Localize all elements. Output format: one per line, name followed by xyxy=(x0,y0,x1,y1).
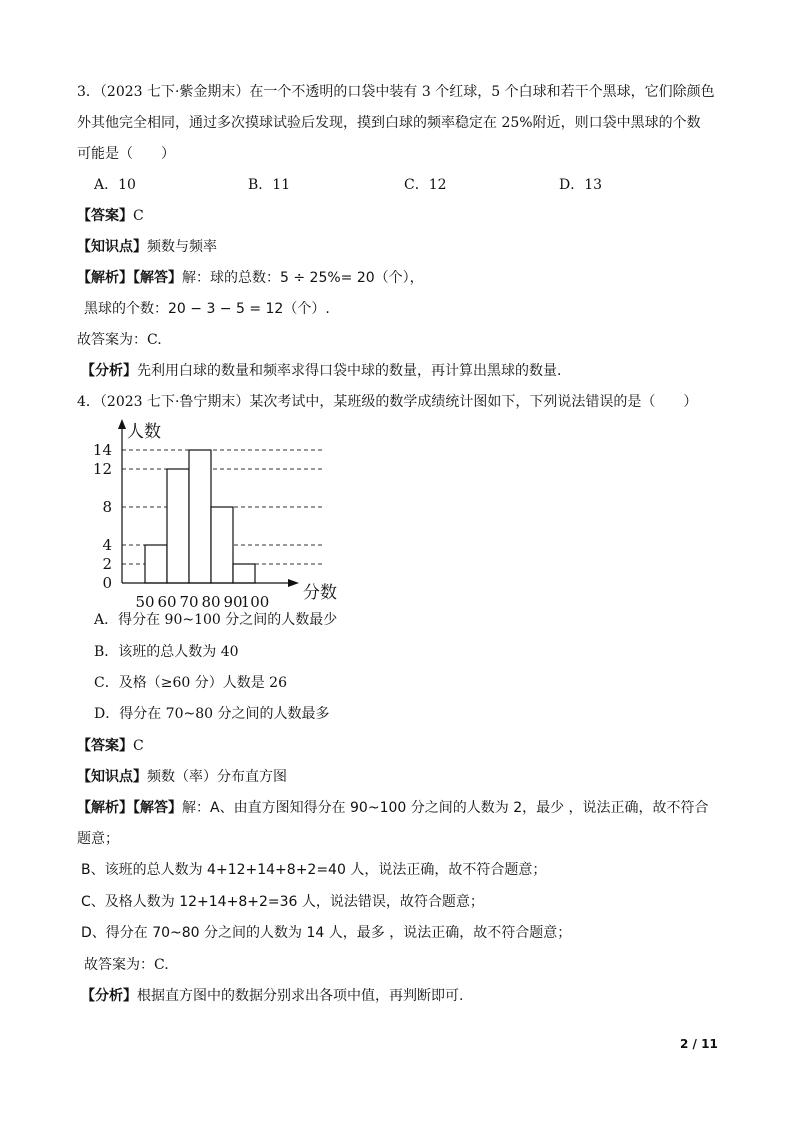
q3-conclusion: 故答案为：C. xyxy=(77,332,162,348)
q3-answer-row xyxy=(77,206,144,226)
q3-stem-line3: 可能是（ ） xyxy=(77,146,175,162)
q4-analysis-line2: B、该班的总人数为 4+12+14+8+2=40 人，说法正确，故不符合题意； xyxy=(81,862,547,878)
q3-analysis-row xyxy=(77,268,424,288)
q4-option-b: B．该班的总人数为 40 xyxy=(94,644,239,660)
q4-answer-row xyxy=(77,736,144,756)
x-tick-label-80: 80 xyxy=(201,593,221,608)
q3-analysis-line2: 黑球的个数：20 − 3 − 5 = 12（个）. xyxy=(84,301,330,317)
q3-analysis-line1: 解：球的总数：5 ÷ 25%= 20（个）， xyxy=(182,270,424,286)
q3-answer-tag: 【答案】 xyxy=(77,208,133,224)
y-tick-label-12: 12 xyxy=(92,460,112,478)
q4-answer: C xyxy=(133,738,144,754)
q4-analysis-line1b: 题意； xyxy=(77,831,119,847)
q4-analysis-row xyxy=(77,798,709,818)
y-tick-label-8: 8 xyxy=(102,498,112,516)
q4-analysis-line3: C、及格人数为 12+14+8+2=36 人，说法错误，故符合题意； xyxy=(81,894,484,910)
q3-fenxi-row xyxy=(81,361,561,381)
histogram-bar-60-70 xyxy=(167,469,189,583)
q4-fenxi-tag: 【分析】 xyxy=(81,988,137,1004)
q4-answer-tag: 【答案】 xyxy=(77,738,133,754)
q4-knowledge: 频数（率）分布直方图 xyxy=(147,769,287,785)
q3-knowledge-row xyxy=(77,237,217,257)
y-tick-label-4: 4 xyxy=(102,536,112,554)
q3-fenxi-tag: 【分析】 xyxy=(81,363,137,379)
x-axis-label: 分数 xyxy=(303,583,337,603)
q3-option-d: D．13 xyxy=(559,177,603,193)
histogram-bar-90-100 xyxy=(233,564,255,583)
q4-analysis-line1: 解：A、由直方图知得分在 90~100 分之间的人数为 2，最少 ，说法正确，故不符合 xyxy=(182,800,709,816)
y-tick-label-0: 0 xyxy=(102,574,112,592)
x-tick-label-100: 100 xyxy=(240,593,270,608)
q3-knowledge-tag: 【知识点】 xyxy=(77,239,147,255)
histogram-bar-50-60 xyxy=(145,545,167,583)
histogram-bar-80-90 xyxy=(211,507,233,583)
q3-answer: C xyxy=(133,208,144,224)
y-tick-label-14: 14 xyxy=(92,441,112,459)
q3-knowledge: 频数与频率 xyxy=(147,239,217,255)
histogram-bar-70-80 xyxy=(189,450,211,583)
x-tick-label-70: 70 xyxy=(179,593,199,608)
histogram-chart xyxy=(85,418,345,608)
q4-knowledge-row xyxy=(77,767,287,787)
x-tick-label-90: 90 xyxy=(223,593,243,608)
x-axis-arrow xyxy=(288,579,299,587)
q4-analysis-tag: 【解析】【解答】 xyxy=(77,800,182,816)
q4-option-d: D．得分在 70~80 分之间的人数最多 xyxy=(94,706,330,722)
q4-fenxi-row xyxy=(81,986,463,1006)
q3-option-c: C．12 xyxy=(404,177,447,193)
x-tick-label-60: 60 xyxy=(157,593,177,608)
y-tick-label-2: 2 xyxy=(102,555,112,573)
page-number: 2 / 11 xyxy=(680,1037,718,1051)
q4-fenxi: 根据直方图中的数据分别求出各项中值，再判断即可. xyxy=(137,988,464,1004)
x-tick-label-50: 50 xyxy=(135,593,155,608)
q4-option-a: A．得分在 90~100 分之间的人数最少 xyxy=(94,612,338,628)
q3-option-b: B．11 xyxy=(248,177,291,193)
q3-stem-line1: 3．（2023 七下·紫金期末）在一个不透明的口袋中装有 3 个红球，5 个白球和若干个黑球，它们除颜色 xyxy=(77,84,715,100)
q4-stem-line1: 4．（2023 七下·鲁宁期末）某次考试中，某班级的数学成绩统计图如下，下列说法错误的是（ ） xyxy=(77,394,698,410)
q3-option-a: A．10 xyxy=(94,177,136,193)
y-axis-label: 人数 xyxy=(127,422,161,442)
q3-stem-line2: 外其他完全相同，通过多次摸球试验后发现，摸到白球的频率稳定在 25%附近，则口袋中黑球的个数 xyxy=(77,115,701,131)
q4-analysis-line4: D、得分在 70~80 分之间的人数为 14 人，最多 ，说法正确，故不符合题意； xyxy=(81,925,572,941)
q3-analysis-tag: 【解析】【解答】 xyxy=(77,270,182,286)
q4-option-c: C．及格（≥60 分）人数是 26 xyxy=(94,675,287,691)
q4-conclusion: 故答案为：C. xyxy=(84,957,169,973)
q4-knowledge-tag: 【知识点】 xyxy=(77,769,147,785)
q3-fenxi: 先利用白球的数量和频率求得口袋中球的数量，再计算出黑球的数量. xyxy=(137,363,562,379)
y-axis-arrow xyxy=(118,419,126,429)
